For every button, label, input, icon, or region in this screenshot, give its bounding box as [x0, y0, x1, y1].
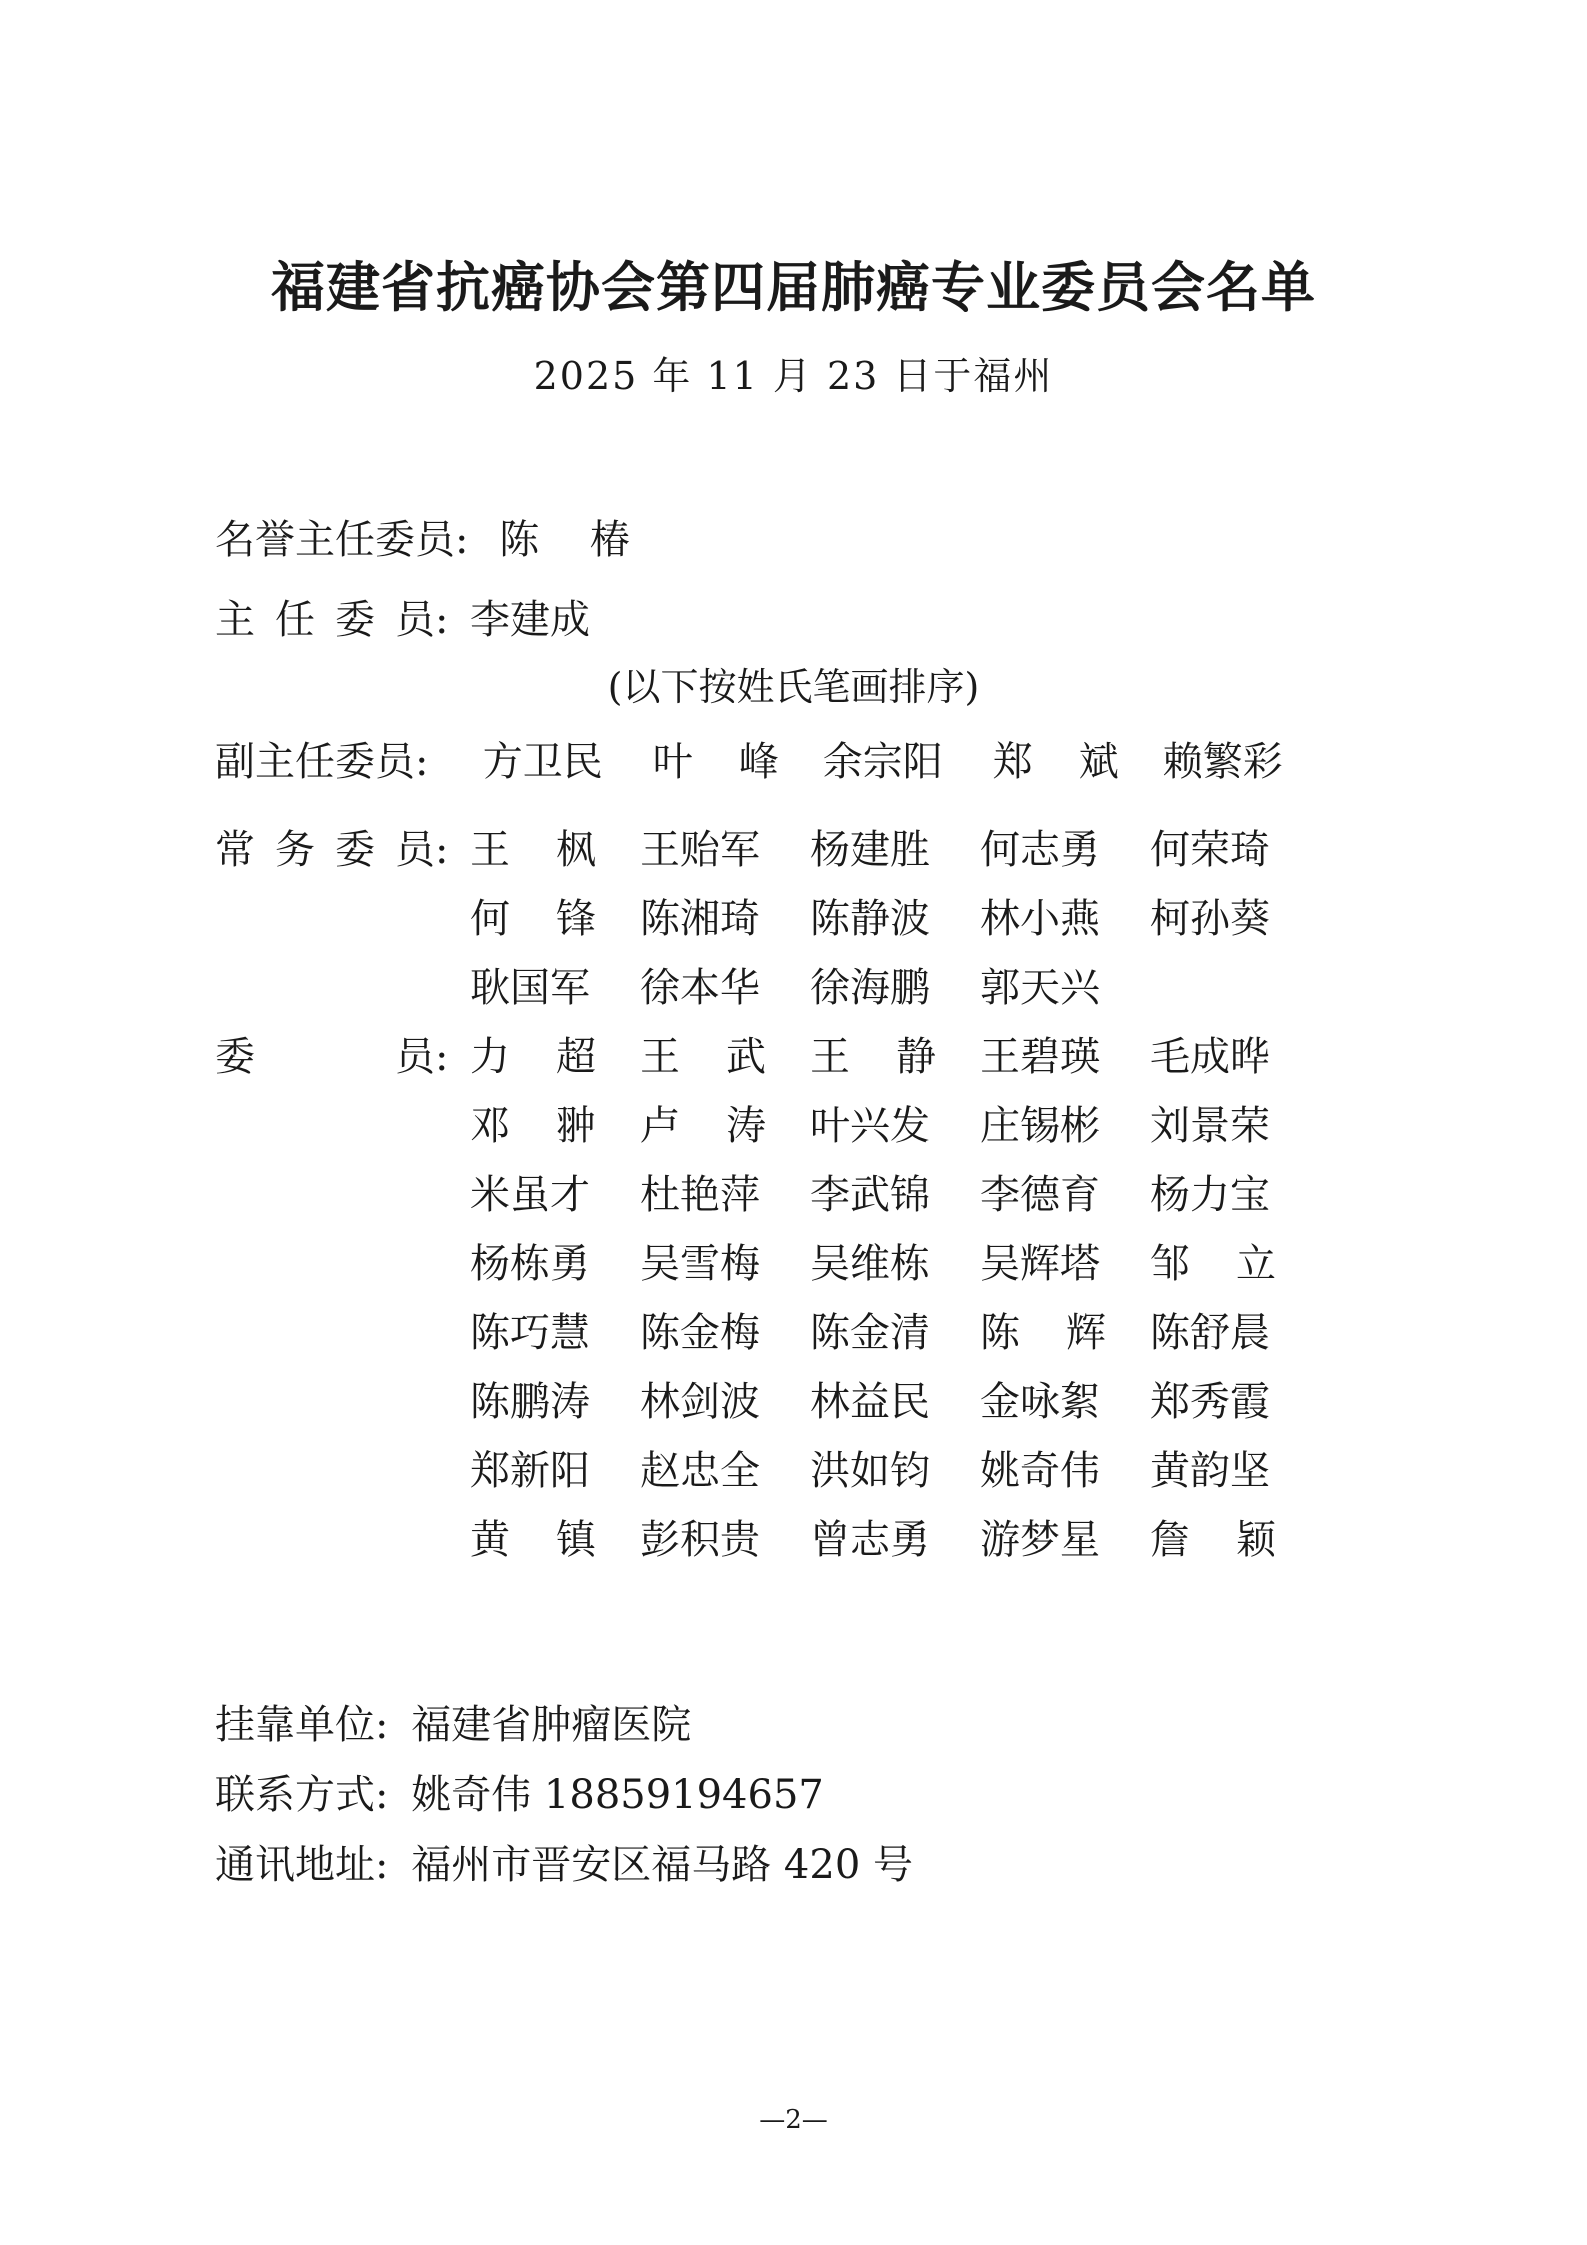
member-name-char: 枫: [556, 827, 596, 873]
name-row: [470, 1370, 1320, 1427]
name-row: [470, 1163, 1320, 1220]
member-name: 米虽才: [470, 1172, 590, 1218]
member-name: 叶兴发: [810, 1103, 930, 1149]
member-name: 洪如钧: [810, 1448, 930, 1494]
member-name: 柯孙葵: [1150, 896, 1270, 942]
member-name-char: 武: [726, 1034, 766, 1080]
member-name: 游梦星: [980, 1517, 1100, 1563]
chair-name: 李建成: [470, 597, 590, 643]
member-name: 杨建胜: [810, 827, 930, 873]
chair-label-char: 主: [215, 597, 255, 643]
member-name: 方卫民: [482, 739, 603, 785]
member-name: 吴维栋: [810, 1241, 930, 1287]
chair-line: [215, 588, 590, 645]
member-name: 吴雪梅: [640, 1241, 760, 1287]
honorary-chair-line: [215, 508, 630, 565]
member-name: 郑秀霞: [1150, 1379, 1270, 1425]
member-name-char: 詹: [1150, 1517, 1190, 1563]
label-char: 委: [215, 1034, 255, 1080]
name-row: [470, 1439, 1320, 1496]
member-name-char: 何: [470, 896, 510, 942]
member-name-char: 黄: [470, 1517, 510, 1563]
member-name: 杨栋勇: [470, 1241, 590, 1287]
member-name-char: 立: [1236, 1241, 1276, 1287]
name-row: [470, 956, 1150, 1013]
member-name: 林小燕: [980, 896, 1100, 942]
member-name: 林剑波: [640, 1379, 760, 1425]
label-char: 务: [275, 827, 315, 873]
member-name-char: 邓: [470, 1103, 510, 1149]
member-name: 赖繁彩: [1162, 739, 1283, 785]
member-name: 陈金梅: [640, 1310, 760, 1356]
member-name: [993, 730, 1119, 787]
member-name: [470, 1025, 596, 1082]
member-name-char: 颖: [1236, 1517, 1276, 1563]
member-name: 毛成晔: [1150, 1034, 1270, 1080]
affiliation-line: [215, 1693, 691, 1750]
member-name-char: 超: [556, 1034, 596, 1080]
name-row: [470, 1508, 1320, 1565]
standing-members-label-line: [215, 818, 470, 875]
member-name: 杨力宝: [1150, 1172, 1270, 1218]
member-name-char: 卢: [640, 1103, 680, 1149]
member-name-char: 邹: [1150, 1241, 1190, 1287]
member-name: 陈舒晨: [1150, 1310, 1270, 1356]
member-name-char: 镇: [556, 1517, 596, 1563]
address-line: [215, 1833, 913, 1890]
member-name: [640, 1094, 766, 1151]
contact-label: 联系方式:: [215, 1772, 389, 1818]
member-name: [640, 1025, 766, 1082]
member-name: 徐本华: [640, 965, 760, 1011]
order-note: (以下按姓氏笔画排序): [607, 665, 980, 709]
member-name: [1150, 1232, 1276, 1289]
contact-line: [215, 1763, 824, 1820]
vice-chairs-label: 副主任委员:: [215, 739, 429, 785]
member-name: 姚奇伟: [980, 1448, 1100, 1494]
member-name-char: 锋: [556, 896, 596, 942]
member-name: 金咏絮: [980, 1379, 1100, 1425]
member-name: [653, 730, 779, 787]
chair-label-char: 员: [395, 597, 435, 643]
chair-label-char: 委: [335, 597, 375, 643]
document-title: 福建省抗癌协会第四届肺癌专业委员会名单: [271, 256, 1316, 319]
standing-members-colon: :: [435, 827, 449, 873]
label-char: 常: [215, 827, 255, 873]
member-name: [470, 887, 596, 944]
chair-colon: :: [435, 597, 449, 643]
member-name: [1150, 1508, 1276, 1565]
affiliation-label: 挂靠单位:: [215, 1702, 389, 1748]
member-name: 李武锦: [810, 1172, 930, 1218]
member-name: 余宗阳: [822, 739, 943, 785]
name-row: [470, 818, 1320, 875]
member-name: 何荣琦: [1150, 827, 1270, 873]
label-char: 委: [335, 827, 375, 873]
member-name-char: 翀: [556, 1103, 596, 1149]
member-name: 王碧瑛: [980, 1034, 1100, 1080]
member-name: 何志勇: [980, 827, 1100, 873]
member-name: 赵忠全: [640, 1448, 760, 1494]
member-name-char: 峰: [738, 739, 779, 785]
document-date-location: 2025 年 11 月 23 日于福州: [533, 354, 1054, 398]
member-name: 陈湘琦: [640, 896, 760, 942]
member-name-char: 王: [810, 1034, 850, 1080]
member-name: [810, 1025, 936, 1082]
member-name-char: 斌: [1078, 739, 1119, 785]
member-name-char: 力: [470, 1034, 510, 1080]
member-name: [470, 1094, 596, 1151]
member-name: 耿国军: [470, 965, 590, 1011]
members-label: [215, 1025, 435, 1082]
contact-value: 姚奇伟 18859194657: [411, 1772, 824, 1818]
member-name-char: 郑: [992, 739, 1033, 785]
member-name: 黄韵坚: [1150, 1448, 1270, 1494]
member-name-char: 王: [640, 1034, 680, 1080]
member-name: 曾志勇: [810, 1517, 930, 1563]
member-name: 彭积贵: [640, 1517, 760, 1563]
honorary-chair-name-1: 陈: [499, 517, 540, 563]
vice-chairs-line: [215, 730, 1333, 787]
chair-label: [215, 588, 435, 645]
member-name-char: 涛: [726, 1103, 766, 1149]
members-colon: :: [435, 1034, 449, 1080]
member-name-char: 王: [470, 827, 510, 873]
members-label-line: [215, 1025, 470, 1082]
name-row: [470, 887, 1320, 944]
member-name-char: 叶: [652, 739, 693, 785]
member-name: 林益民: [810, 1379, 930, 1425]
page-number: —2—: [759, 2105, 828, 2135]
member-name: 徐海鹏: [810, 965, 930, 1011]
member-name: 刘景荣: [1150, 1103, 1270, 1149]
member-name: 郭天兴: [980, 965, 1100, 1011]
member-name: 庄锡彬: [980, 1103, 1100, 1149]
affiliation-value: 福建省肿瘤医院: [411, 1702, 692, 1748]
member-name: 陈巧慧: [470, 1310, 590, 1356]
member-name: 郑新阳: [470, 1448, 590, 1494]
member-name: 杜艳萍: [640, 1172, 760, 1218]
name-row: [470, 1025, 1320, 1082]
address-value: 福州市晋安区福马路 420 号: [411, 1842, 913, 1888]
member-name-char: 陈: [980, 1310, 1020, 1356]
label-char: 员: [395, 827, 435, 873]
name-row: [470, 1094, 1320, 1151]
name-row: [470, 1232, 1320, 1289]
member-name: 王贻军: [640, 827, 760, 873]
member-name: [980, 1301, 1106, 1358]
vice-chairs-names: [483, 739, 1333, 785]
label-char: 员: [395, 1034, 435, 1080]
honorary-chair-label: 名誉主任委员:: [215, 517, 469, 563]
standing-members-label: [215, 818, 435, 875]
member-name: [470, 1508, 596, 1565]
address-label: 通讯地址:: [215, 1842, 389, 1888]
member-name: 李德育: [980, 1172, 1100, 1218]
member-name: 陈鹏涛: [470, 1379, 590, 1425]
member-name-char: 辉: [1066, 1310, 1106, 1356]
member-name-char: 静: [896, 1034, 936, 1080]
member-name: 陈金清: [810, 1310, 930, 1356]
name-row: [470, 1301, 1320, 1358]
honorary-chair-name-2: 椿: [589, 517, 630, 563]
member-name: [470, 818, 596, 875]
member-name: 吴辉塔: [980, 1241, 1100, 1287]
chair-label-char: 任: [275, 597, 315, 643]
member-name: 陈静波: [810, 896, 930, 942]
